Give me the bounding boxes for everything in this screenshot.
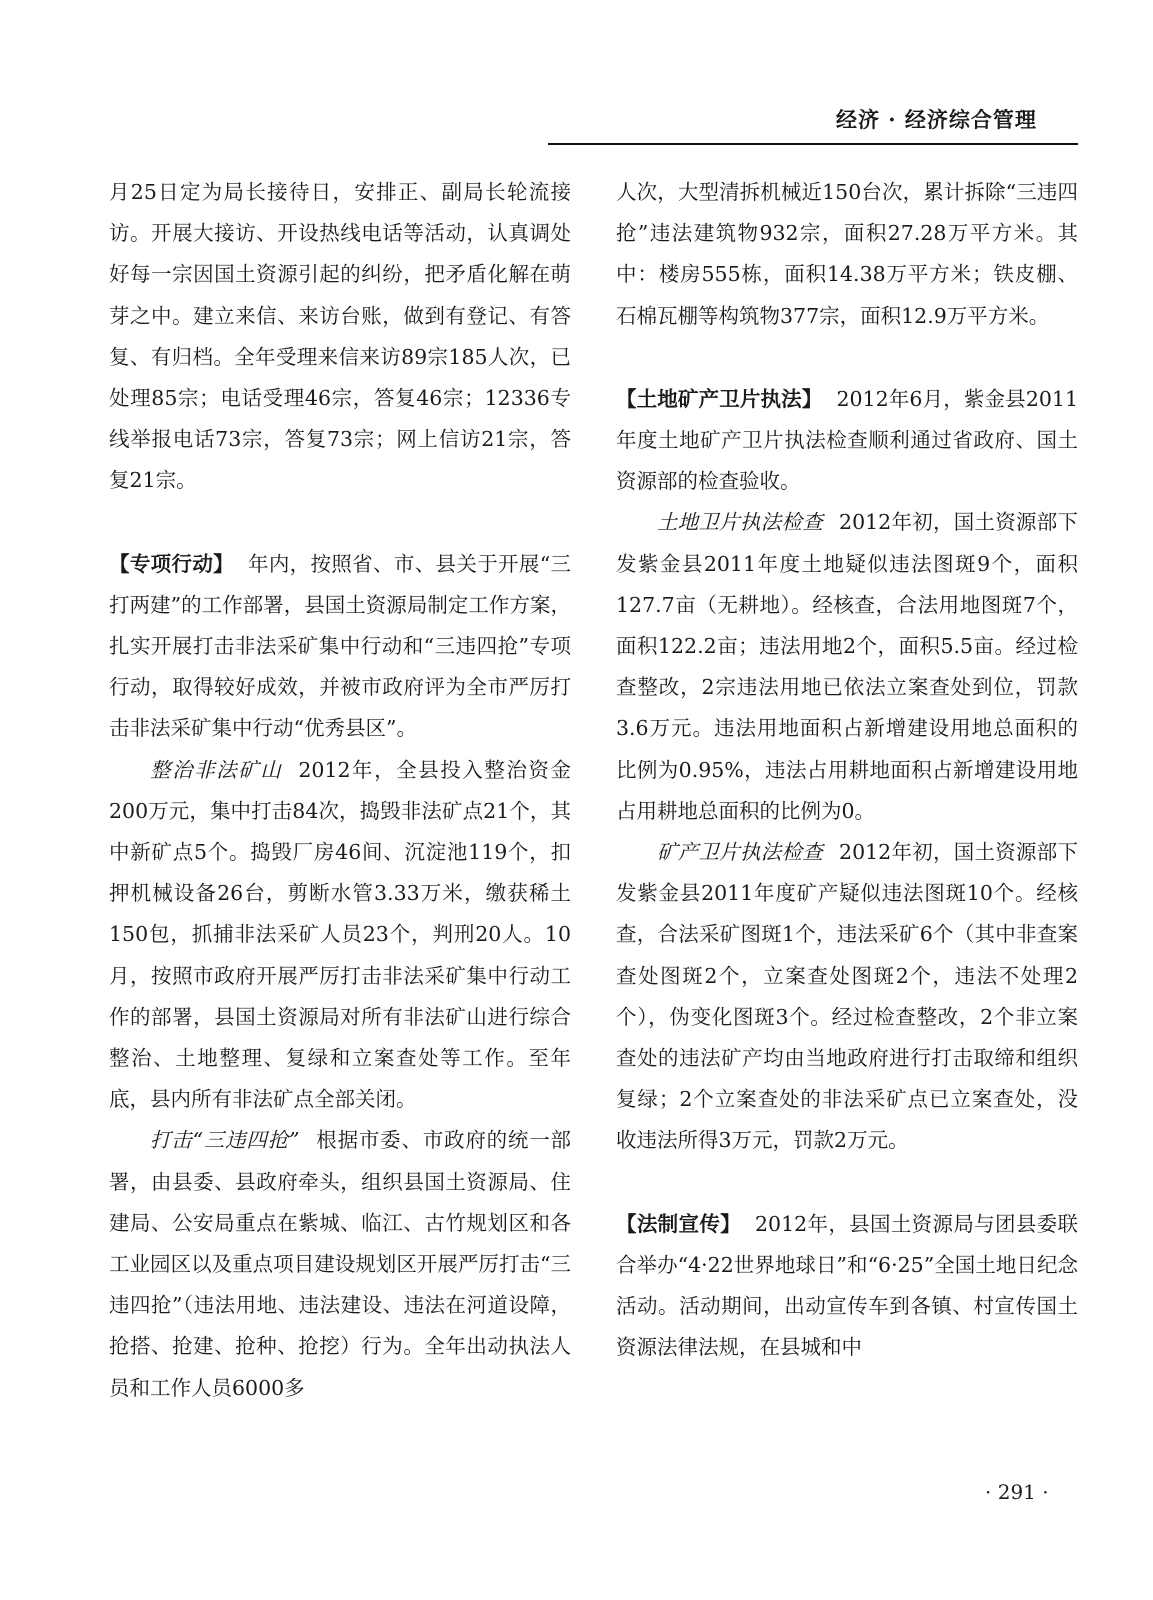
subsection-text: 根据市委、市政府的统一部署，由县委、县政府牵头，组织县国土资源局、住建局、公安局重点在紫城、临江、古竹规划区和各工业园区以及重点项目建设规划区开展严厉打击“三违四抢”（违法用地、违法建设、违法在河道设障，抢搭、抢建、抢种、抢挖）行为。全年出动执法人员和工作人员6000多 (109, 1128, 571, 1400)
subsection-text: 2012年初，国土资源部下发紫金县2011年度矿产疑似违法图斑10个。经核查，合法采矿图斑1个，违法采矿6个（其中非查案查处图斑2个，立案查处图斑2个，违法不处理2个），伪变化图斑3个。经过检查整改，2个非立案查处的违法矿产均由当地政府进行打击取缔和组织复绿；2个立案查处的非法采矿点已立案查处，没收违法所得3万元，罚款2万元。 (616, 840, 1079, 1153)
subsection-title: 矿产卫片执法检查 (657, 840, 824, 865)
subsection-title: 整治非法矿山 (150, 757, 283, 782)
subsection-illegal-mines (109, 750, 571, 1121)
header-rule (548, 143, 1078, 145)
page-number: · 291 · (985, 1480, 1049, 1504)
subsection-text: 2012年初，国土资源部下发紫金县2011年度土地疑似违法图斑9个，面积127.7亩（无耕地）。经核查，合法用地图斑7个，面积122.2亩；违法用地2个，面积5.5亩。经过检查整改，2宗违法用地已依法立案查处到位，罚款3.6万元。违法用地面积占新增建设用地总面积的比例为0.95%，违法占用耕地面积占新增建设用地占用耕地总面积的比例为0。 (616, 510, 1079, 823)
section-text: 年内，按照省、市、县关于开展“三打两建”的工作部署，县国土资源局制定工作方案，扎实开展打击非法采矿集中行动和“三违四抢”专项行动，取得较好成效，并被市政府评为全市严厉打击非法采矿集中行动“优秀县区”。 (109, 551, 572, 741)
subsection-title: 打击“三违四抢” (150, 1128, 300, 1153)
section-satellite-enforcement (616, 379, 1078, 503)
left-column (109, 172, 571, 1409)
right-column (616, 172, 1078, 1368)
subsection-title: 土地卫片执法检查 (657, 510, 824, 535)
subsection-three-violations (109, 1120, 571, 1408)
section-special-action (109, 544, 571, 750)
subsection-text: 2012年，全县投入整治资金200万元，集中打击84次，捣毁非法矿点21个，其中新矿点5个。捣毁厂房46间、沉淀池119个，扣押机械设备26台，剪断水管3.33万米，缴获稀土150包，抓捕非法采矿人员23个，判刑20人。10月，按照市政府开展严厉打击非法采矿集中行动工作的部署，县国土资源局对所有非法矿山进行综合整治、土地整理、复绿和立案查处等工作。至年底，县内所有非法矿点全部关闭。 (109, 757, 572, 1112)
section-text: 2012年，县国土资源局与团县委联合举办“4·22世界地球日”和“6·25”全国土地日纪念活动。活动期间，出动宣传车到各镇、村宣传国土资源法律法规，在县城和中 (616, 1211, 1078, 1360)
section-title: 【专项行动】 (109, 551, 235, 576)
paragraph-continued: 人次，大型清拆机械近150台次，累计拆除“三违四抢”违法建筑物932宗，面积27.28万平方米。其中：楼房555栋，面积14.38万平方米；铁皮棚、石棉瓦棚等构筑物377宗，面积12.9万平方米。 (616, 180, 1078, 328)
subsection-land-satellite (616, 502, 1078, 832)
section-text: 2012年6月，紫金县2011年度土地矿产卫片执法检查顺利通过省政府、国土资源部的检查验收。 (616, 386, 1078, 494)
section-legal-publicity (616, 1204, 1078, 1369)
running-header: 经济 · 经济综合管理 (836, 107, 1037, 132)
section-title: 【土地矿产卫片执法】 (616, 386, 823, 411)
paragraph-continued: 月25日定为局长接待日，安排正、副局长轮流接访。开展大接访、开设热线电话等活动，认真调处好每一宗因国土资源引起的纠纷，把矛盾化解在萌芽之中。建立来信、来访台账，做到有登记、有答复、有归档。全年受理来信来访89宗185人次，已处理85宗；电话受理46宗，答复46宗；12336专线举报电话73宗，答复73宗；网上信访21宗，答复21宗。 (109, 180, 571, 493)
section-title: 【法制宣传】 (616, 1211, 741, 1236)
subsection-mineral-satellite (616, 832, 1078, 1162)
